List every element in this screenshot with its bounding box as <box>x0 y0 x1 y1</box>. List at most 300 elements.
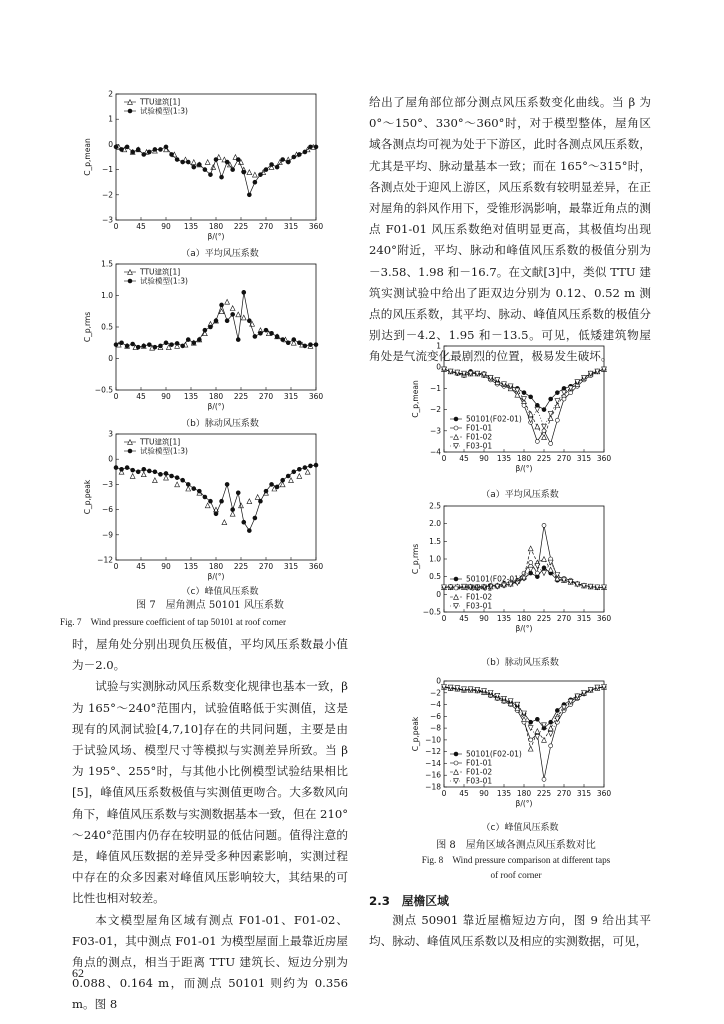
legend-marker <box>454 426 458 430</box>
data-point <box>181 344 185 348</box>
x-tick-label: 135 <box>496 614 512 623</box>
data-point <box>535 403 539 407</box>
y-tick-label: 2.5 <box>429 501 441 511</box>
data-point <box>281 478 285 482</box>
x-tick-label: 45 <box>136 222 146 231</box>
data-point <box>264 168 268 172</box>
data-point <box>303 150 307 154</box>
data-point <box>286 160 290 164</box>
x-tick-label: 0 <box>441 454 447 463</box>
data-point <box>175 158 179 162</box>
data-point <box>549 397 553 401</box>
data-point <box>158 344 162 348</box>
data-point <box>548 567 553 572</box>
legend-label: F01-01 <box>466 583 493 593</box>
data-point <box>529 720 533 724</box>
figure-8-caption-en-2: of roof corner <box>490 870 542 880</box>
legend-marker <box>454 417 458 421</box>
data-point <box>275 334 279 338</box>
figure-8a-caption: （a）平均风压系数 <box>481 490 559 500</box>
legend-marker <box>454 604 459 609</box>
data-point <box>142 344 146 348</box>
x-tick-label: 270 <box>556 614 572 623</box>
data-point <box>314 145 318 149</box>
figure-7b-caption: （b）脉动风压系数 <box>181 419 259 429</box>
data-point <box>131 150 135 154</box>
figure-7c <box>82 428 322 592</box>
data-point <box>242 170 246 174</box>
x-tick-label: 180 <box>516 789 532 798</box>
y-tick-label: −9 <box>101 530 113 540</box>
data-point <box>314 343 318 347</box>
legend-label: F03-01 <box>466 601 493 611</box>
x-tick-label: 90 <box>161 222 171 231</box>
data-point <box>225 482 229 486</box>
data-point <box>225 299 230 304</box>
data-point <box>542 571 547 576</box>
data-point <box>522 397 527 402</box>
data-point <box>208 499 212 503</box>
data-point <box>275 165 279 169</box>
y-axis-label: C_p,mean <box>411 380 420 418</box>
x-tick-label: 135 <box>183 392 199 401</box>
y-tick-label: −3 <box>101 215 113 225</box>
x-tick-label: 360 <box>308 392 324 401</box>
x-tick-label: 270 <box>258 222 274 231</box>
data-point <box>192 341 196 345</box>
data-point <box>114 145 118 149</box>
figure-7-caption-en-block <box>60 615 360 630</box>
data-point <box>308 464 312 468</box>
data-point <box>158 472 162 476</box>
data-point <box>147 343 151 347</box>
legend-label: F01-02 <box>466 432 493 442</box>
figure-8-caption-en-1: Fig. 8 Wind pressure comparison at different taps <box>421 855 611 865</box>
x-tick-label: 45 <box>459 614 469 623</box>
x-tick-label: 180 <box>516 454 532 463</box>
x-tick-label: 90 <box>479 789 489 798</box>
data-point <box>170 474 174 478</box>
data-point <box>275 485 279 489</box>
x-tick-label: 45 <box>459 789 469 798</box>
y-tick-label: −1 <box>101 165 113 175</box>
data-point <box>214 512 218 516</box>
x-tick-label: 135 <box>183 562 199 571</box>
data-point <box>152 478 157 483</box>
x-tick-label: 225 <box>536 614 552 623</box>
data-point <box>186 482 190 486</box>
data-point <box>114 466 118 470</box>
x-tick-label: 270 <box>258 392 274 401</box>
x-axis-label: β/(°) <box>207 232 225 241</box>
x-tick-label: 0 <box>113 222 119 231</box>
legend-label: 50101(F02-01) <box>466 414 522 424</box>
data-point <box>258 331 262 335</box>
data-point <box>292 338 296 342</box>
data-point <box>153 470 157 474</box>
data-point <box>308 145 312 149</box>
x-tick-label: 270 <box>556 454 572 463</box>
x-tick-label: 90 <box>161 562 171 571</box>
right-column-text-bottom <box>369 910 651 952</box>
data-point <box>529 738 533 742</box>
data-point <box>164 475 169 480</box>
data-point <box>197 163 201 167</box>
data-point <box>136 470 140 474</box>
y-tick-label: −8 <box>429 723 441 733</box>
data-point <box>225 319 229 323</box>
data-point <box>208 173 212 177</box>
y-axis-label: C_p,mean <box>83 138 92 176</box>
left-paragraph-2: 试验与实测脉动风压系数变化规律也基本一致，β 为 165°～240°范围内，试验值略低于实测值，这是现有的风洞试验[4,7,10]存在的共同问题，主要是由于试验风场、模型尺寸等模拟与实测差异所致。当 β 为 195°、255°时，与其他小比例模型试验结果相比[5]，峰值风压系数极值与实测值更吻合。大多数风向角下，峰值风压系数与实测数据基本一致，但在 210°～240°范围内仍存在较明显的低估问题。值得注意的是，峰值风压数据的差异受多种因素影响，实测过程中存在的众多因素对峰值风压影响较大，其结果的可比性也相对较差。 <box>72 679 348 906</box>
data-point <box>303 466 307 470</box>
right-paragraph-1: 给出了屋角部位部分测点风压系数变化曲线。当 β 为 0°～150°、330°～360°时，对于模型整体，屋角区域各测点均可视为处于下游区，此时各测点风压系数，尤其是平均、脉动量基本一致；而在 165°～315°时，各测点处于迎风上游区，风压系数有较明显差异，在正对屋角的斜风作用下，受锥形涡影响，最靠近角点的测点 F01-01 风压系数绝对值明显更高，其极值均出现 240°附近，平均、脉动和峰值风压系数的极值分别为－3.58、1.98 和－16.7。在文献[3]中，类似 TTU 建筑实测试验中给出了距双边分别为 0.12、0.52 m 测点的风压系数，其平均、脉动、峰值风压系数的极值分别达到－4.2、1.95 和－13.5。可见，低矮建筑物屋角处是气流变化最剧烈的位置，极易发生破坏。 <box>369 95 651 364</box>
data-point <box>231 312 235 316</box>
data-point <box>241 315 246 320</box>
data-point <box>136 345 140 349</box>
data-point <box>542 408 546 412</box>
legend-marker <box>128 279 132 283</box>
x-tick-label: 225 <box>233 392 249 401</box>
series-line <box>116 465 316 530</box>
data-point <box>203 495 207 499</box>
x-tick-label: 0 <box>441 614 447 623</box>
figure-7b <box>82 258 322 422</box>
y-axis-label: C_p,rms <box>83 311 92 343</box>
legend-marker <box>454 779 459 784</box>
data-point <box>247 319 251 323</box>
data-point <box>555 399 560 404</box>
data-point <box>203 328 207 332</box>
data-point <box>247 529 251 533</box>
data-point <box>170 343 174 347</box>
data-point <box>297 474 302 479</box>
legend-marker <box>454 444 459 449</box>
y-tick-label: 0 <box>436 589 441 599</box>
x-axis-label: β/(°) <box>515 624 533 633</box>
data-point <box>214 319 218 323</box>
data-point <box>205 160 210 165</box>
legend-marker <box>454 761 458 765</box>
data-point <box>555 708 559 712</box>
data-point <box>175 482 180 487</box>
legend-label: 试验模型(1:3) <box>140 106 188 116</box>
data-point <box>222 520 227 525</box>
legend-marker <box>128 109 132 113</box>
right-column-text-top <box>369 92 651 368</box>
data-point <box>562 390 567 395</box>
data-point <box>535 571 539 575</box>
data-point <box>549 744 553 748</box>
x-tick-label: 180 <box>208 392 224 401</box>
data-point <box>181 160 185 164</box>
data-point <box>170 152 174 156</box>
y-tick-label: −3 <box>101 479 113 489</box>
data-point <box>120 147 124 151</box>
data-point <box>286 341 290 345</box>
data-point <box>125 344 129 348</box>
data-point <box>236 312 241 317</box>
data-point <box>549 720 553 724</box>
data-point <box>130 474 135 479</box>
x-tick-label: 225 <box>536 789 552 798</box>
x-tick-label: 225 <box>536 454 552 463</box>
data-point <box>142 467 146 471</box>
x-tick-label: 225 <box>233 222 249 231</box>
y-tick-label: 3 <box>108 429 113 439</box>
x-tick-label: 270 <box>258 562 274 571</box>
data-point <box>535 717 539 721</box>
figure-7a <box>82 88 322 252</box>
data-point <box>136 147 140 151</box>
data-point <box>264 328 268 332</box>
y-tick-label: −4 <box>429 700 441 710</box>
figure-8-caption-cn: 图 8 屋角区域各测点风压系数对比 <box>436 840 596 851</box>
y-tick-label: −1 <box>429 383 441 393</box>
data-point <box>542 424 547 429</box>
y-tick-label: 0 <box>436 676 441 686</box>
data-point <box>186 338 190 342</box>
y-axis-label: C_p,peak <box>83 479 92 515</box>
y-tick-label: −14 <box>425 758 441 768</box>
data-point <box>242 520 246 524</box>
data-point <box>175 476 179 480</box>
y-tick-label: −18 <box>425 782 441 792</box>
y-tick-label: 1.5 <box>429 536 441 546</box>
data-point <box>220 303 224 307</box>
data-point <box>535 424 540 429</box>
data-point <box>281 158 285 162</box>
data-point <box>147 469 151 473</box>
x-tick-label: 135 <box>496 789 512 798</box>
data-point <box>305 469 310 474</box>
figure-8-caption <box>380 838 652 883</box>
y-tick-label: −3 <box>429 426 441 436</box>
y-tick-label: 0.5 <box>101 322 113 332</box>
legend-label: TTU建筑[1] <box>140 437 181 447</box>
legend-marker <box>454 752 458 756</box>
data-point <box>253 516 257 520</box>
y-tick-label: 0 <box>108 139 113 149</box>
data-point <box>548 411 553 416</box>
data-point <box>555 418 559 422</box>
y-tick-label: 0 <box>108 454 113 464</box>
data-point <box>203 168 207 172</box>
y-tick-label: 0 <box>108 354 113 363</box>
legend-marker <box>454 586 458 590</box>
legend-label: F01-01 <box>466 758 493 768</box>
data-point <box>197 489 201 493</box>
data-point <box>253 334 257 338</box>
data-point <box>528 746 533 751</box>
x-tick-label: 135 <box>496 454 512 463</box>
data-point <box>270 331 274 335</box>
legend-label: TTU建筑[1] <box>140 267 181 277</box>
y-tick-label: 1 <box>108 114 113 124</box>
data-point <box>192 165 196 169</box>
data-point <box>562 386 566 390</box>
figure-7a-caption: （a）平均风压系数 <box>181 249 259 259</box>
data-point <box>147 150 151 154</box>
data-point <box>186 486 191 491</box>
x-tick-label: 45 <box>136 392 146 401</box>
data-point <box>542 777 546 781</box>
figure-7-caption <box>60 598 360 613</box>
data-point <box>297 152 301 156</box>
data-point <box>186 160 190 164</box>
x-tick-label: 135 <box>183 222 199 231</box>
y-tick-label: −12 <box>425 747 441 757</box>
data-point <box>230 511 235 516</box>
x-tick-label: 0 <box>113 392 119 401</box>
x-tick-label: 360 <box>596 789 612 798</box>
x-tick-label: 225 <box>233 562 249 571</box>
data-point <box>236 491 240 495</box>
y-tick-label: −0.5 <box>94 385 113 395</box>
figure-8c <box>410 675 610 819</box>
data-point <box>120 467 124 471</box>
legend-label: 试验模型(1:3) <box>140 446 188 456</box>
y-tick-label: 1.5 <box>101 259 113 269</box>
x-tick-label: 45 <box>136 562 146 571</box>
x-tick-label: 90 <box>161 392 171 401</box>
x-tick-label: 360 <box>308 222 324 231</box>
data-point <box>529 395 533 399</box>
x-tick-label: 360 <box>596 454 612 463</box>
data-point <box>247 170 252 175</box>
legend-marker <box>128 449 132 453</box>
data-point <box>252 172 257 177</box>
data-point <box>562 397 566 401</box>
y-axis-label: C_p,peak <box>411 716 420 752</box>
data-point <box>220 175 224 179</box>
right-paragraph-2: 测点 50901 靠近屋檐短边方向，图 9 给出其平均、脉动、峰值风压系数以及相应的实测数据，可见， <box>369 913 651 949</box>
x-tick-label: 45 <box>459 454 469 463</box>
data-point <box>270 163 274 167</box>
x-tick-label: 180 <box>208 562 224 571</box>
left-paragraph-3: 本文模型屋角区域有测点 F01-01、F01-02、F03-01，其中测点 F01-01 为模型屋面上最靠近房屋角点的测点，相当于距离 TTU 建筑长、短边分别为 0.088、0.164 m，而测点 50101 则约为 0.356 m。图 8 <box>72 912 348 1012</box>
x-axis-label: β/(°) <box>207 402 225 411</box>
legend-label: F01-02 <box>466 592 493 602</box>
data-point <box>286 474 290 478</box>
x-tick-label: 315 <box>576 454 592 463</box>
data-point <box>548 732 553 737</box>
data-point <box>542 557 547 562</box>
x-axis-label: β/(°) <box>515 464 533 473</box>
data-point <box>529 561 533 565</box>
data-point <box>292 155 296 159</box>
data-point <box>535 729 540 734</box>
y-tick-label: 2.0 <box>429 519 441 529</box>
data-point <box>175 341 179 345</box>
data-point <box>120 341 124 345</box>
x-tick-label: 0 <box>113 562 119 571</box>
data-point <box>292 470 296 474</box>
data-point <box>535 407 540 412</box>
figure-7c-caption: （c）峰值风压系数 <box>181 587 259 597</box>
x-tick-label: 180 <box>516 614 532 623</box>
data-point <box>247 499 252 504</box>
data-point <box>192 487 196 491</box>
data-point <box>164 471 168 475</box>
y-tick-label: −6 <box>101 505 113 515</box>
data-point <box>236 338 240 342</box>
x-tick-label: 315 <box>283 392 299 401</box>
data-point <box>131 342 135 346</box>
data-point <box>114 343 118 347</box>
data-point <box>542 435 547 440</box>
data-point <box>549 442 553 446</box>
data-point <box>528 546 533 551</box>
data-point <box>181 478 185 482</box>
data-point <box>191 160 196 165</box>
left-column-text <box>72 634 348 1016</box>
data-point <box>141 472 146 477</box>
data-point <box>522 391 526 395</box>
data-point <box>153 345 157 349</box>
legend-label: 50101(F02-01) <box>466 574 522 584</box>
data-point <box>142 152 146 156</box>
x-tick-label: 315 <box>576 789 592 798</box>
page-number: 62 <box>72 966 84 980</box>
figure-8a <box>410 340 610 484</box>
data-point <box>158 147 162 151</box>
data-point <box>197 338 201 342</box>
y-tick-label: −10 <box>425 735 441 745</box>
data-point <box>131 468 135 472</box>
y-tick-label: −12 <box>97 555 113 565</box>
figure-8c-caption: （c）峰值风压系数 <box>481 823 559 833</box>
data-point <box>548 726 553 731</box>
legend-label: F01-01 <box>466 423 493 433</box>
y-tick-label: −2 <box>429 405 441 415</box>
data-point <box>255 495 260 500</box>
data-point <box>236 158 240 162</box>
data-point <box>231 168 235 172</box>
data-point <box>314 463 318 467</box>
figure-7-caption-en: Fig. 7 Wind pressure coefficient of tap 50101 at roof corner <box>60 617 287 627</box>
data-point <box>542 566 546 570</box>
legend-label: F03-01 <box>466 776 493 786</box>
data-point <box>297 467 301 471</box>
legend-marker <box>454 577 458 581</box>
x-tick-label: 315 <box>576 614 592 623</box>
data-point <box>555 391 559 395</box>
x-tick-label: 360 <box>308 562 324 571</box>
x-tick-label: 360 <box>596 614 612 623</box>
data-point <box>258 499 262 503</box>
x-tick-label: 315 <box>283 562 299 571</box>
x-axis-label: β/(°) <box>515 799 533 808</box>
figure-8b <box>410 500 610 644</box>
data-point <box>535 735 540 740</box>
data-point <box>281 338 285 342</box>
data-point <box>253 180 257 184</box>
y-tick-label: −0.5 <box>422 607 441 617</box>
data-point <box>214 158 218 162</box>
data-point <box>208 325 212 329</box>
x-tick-label: 0 <box>441 789 447 798</box>
y-tick-label: 1.0 <box>101 291 113 300</box>
data-point <box>225 160 229 164</box>
data-point <box>542 737 547 742</box>
y-tick-label: −2 <box>101 190 113 200</box>
legend-label: F01-02 <box>466 767 493 777</box>
data-point <box>303 344 307 348</box>
data-point <box>247 193 251 197</box>
data-point <box>242 290 246 294</box>
legend-label: 50101(F02-01) <box>466 749 522 759</box>
